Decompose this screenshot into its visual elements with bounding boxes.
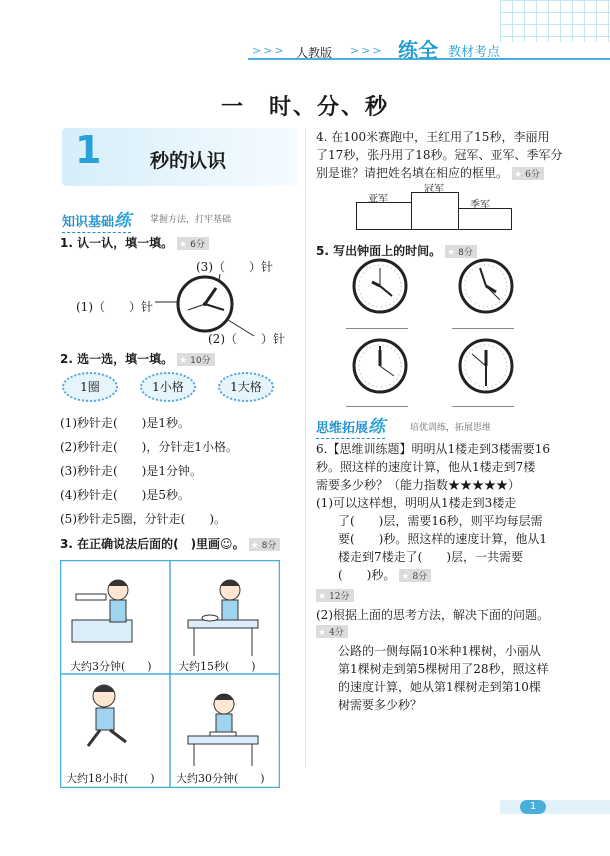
q2-item-5: (5)秒针走5圈，分针走( )。 (60, 512, 226, 526)
q5-answer-line-4[interactable] (452, 406, 514, 407)
q6-points-1: ★ 12分 (316, 589, 354, 602)
q5-clock-3 (354, 340, 406, 392)
q6-points-3-text: 4分 (329, 628, 344, 638)
q1-clock-center (203, 302, 207, 306)
q6-line-4: (1)可以这样想，明明从1楼走到3楼走 (316, 496, 517, 510)
q6-points-2: ★ 8分 (399, 569, 431, 582)
q4-podium-label-first: 冠军 (424, 184, 444, 195)
q5-answer-line-3[interactable] (346, 406, 408, 407)
q3-cell-label-4: 大约30分钟( ) (176, 772, 265, 785)
q4-points-text: 6分 (525, 170, 540, 180)
q1-clock-figure (150, 260, 290, 350)
q6-line-8 (338, 566, 431, 583)
q2-item-1: (1)秒针走( )是1秒。 (60, 416, 190, 430)
q1-title-text: 1. 认一认，填一填。 (60, 236, 174, 250)
header-brand: 练全 (398, 38, 438, 62)
q5-points-text: 8分 (458, 248, 473, 258)
q5-clock-1 (354, 260, 406, 312)
q5-answer-line-1[interactable] (346, 328, 408, 329)
lesson-title: 秒的认识 (150, 150, 227, 172)
q2-title (60, 350, 215, 367)
q3-picture-grid (60, 560, 280, 788)
lesson-number: 1 (75, 128, 102, 172)
header-grid-decoration (500, 0, 610, 42)
q3-cell-label-2: 大约15秒( ) (178, 660, 256, 673)
header-arrows-right: >>> (350, 44, 384, 57)
q4-points: ★ 6分 (512, 167, 544, 180)
q2-option-1: 1小格 (140, 372, 196, 402)
footer-bar (500, 800, 610, 814)
q3-points-text: 8分 (261, 541, 277, 551)
section-advanced-tag-emph: 练 (368, 417, 386, 437)
q5-clocks (340, 258, 530, 418)
column-divider (305, 128, 306, 768)
chapter-title: 一 时、分、秒 (220, 95, 389, 120)
q6-points-1-wrap (316, 588, 354, 602)
q4-line-3 (316, 164, 544, 181)
section-basic-tag-text: 知识基础 (62, 215, 115, 230)
section-basic-note: 掌握方法，打牢基础 (150, 215, 232, 225)
q1-label-bottom: (2)（ ）针 (208, 332, 285, 346)
q6-line-3: 需要多少秒？（能力指数★★★★★） (316, 478, 521, 492)
page-number: 1 (520, 800, 546, 814)
q6-line-5: 了( )层，需要16秒，则平均每层需 (338, 514, 543, 528)
q3-illustration-running (88, 685, 126, 746)
header-arrows-left: >>> (252, 44, 286, 57)
q6-points-3-wrap (316, 624, 348, 638)
q6-line-2: 秒。照这样的速度计算，他从1楼走到7楼 (316, 460, 536, 474)
q2-item-4: (4)秒针走( )是5秒。 (60, 488, 190, 502)
q2-item-3: (3)秒针走( )是1分钟。 (60, 464, 202, 478)
q6-line-11: 第1棵树走到第5棵树用了28秒，照这样 (338, 662, 549, 676)
q6-line-1: 6.【思维训练题】明明从1楼走到3楼需要16 (316, 442, 550, 456)
header-subtitle: 教材考点 (448, 45, 501, 60)
q3-title (60, 535, 280, 552)
q6-line-10: 公路的一侧每隔10米种1棵树，小丽从 (338, 644, 541, 658)
section-advanced-tag-text: 思维拓展 (316, 421, 369, 436)
q3-points: ★ 8分 (249, 538, 281, 551)
header-edition: 人教版 (296, 46, 333, 60)
q4-line-3-text: 别是谁？请把姓名填在相应的框里。 (316, 166, 509, 180)
q3-illustration-writing (188, 694, 258, 766)
q2-title-text: 2. 选一选，填一填。 (60, 352, 174, 366)
q1-label-top: (3)（ ）针 (196, 260, 273, 274)
q4-line-1: 4. 在100米赛跑中，王红用了15秒，李丽用 (316, 130, 550, 144)
q2-option-2: 1大格 (218, 372, 274, 402)
q6-line-8-text: ( )秒。 (338, 568, 396, 582)
q3-illustration-eating (188, 580, 258, 656)
q6-line-6: 要( )秒。照这样的速度计算，他从1 (338, 532, 547, 546)
section-advanced-note: 培优训练，拓展思维 (410, 423, 492, 433)
q6-points-1-text: 12分 (329, 592, 350, 602)
q6-line-9: (2)根据上面的思考方法，解决下面的问题。 (316, 608, 549, 622)
q3-cell-label-1: 大约3分钟( ) (70, 660, 152, 673)
q5-answer-line-2[interactable] (452, 328, 514, 329)
q5-title-text: 5. 写出钟面上的时间。 (316, 244, 442, 258)
q2-option-0: 1圈 (62, 372, 118, 402)
q4-podium-label-third: 季军 (470, 200, 490, 211)
q5-points: ★ 8分 (445, 245, 477, 258)
q3-title-text: 3. 在正确说法后面的( )里画☺。 (60, 537, 245, 551)
q4-podium-third (458, 208, 512, 230)
q2-points-text: 10分 (190, 356, 211, 366)
q5-clock-4 (460, 340, 512, 392)
q1-points: ★ 6分 (177, 237, 209, 250)
q4-podium-first (411, 192, 459, 230)
q4-line-2: 了17秒，张丹用了18秒。冠军、亚军、季军分 (316, 148, 563, 162)
q1-points-text: 6分 (190, 240, 205, 250)
q6-points-2-text: 8分 (412, 572, 428, 582)
q4-podium-second (356, 202, 412, 230)
q5-title (316, 242, 477, 259)
section-basic-tag (62, 206, 131, 233)
q2-points: ★ 10分 (177, 353, 215, 366)
section-advanced-tag (316, 412, 385, 439)
q2-item-2: (2)秒针走( )，分针走1小格。 (60, 440, 238, 454)
section-basic-tag-emph: 练 (114, 211, 132, 231)
q6-line-12: 的速度计算，她从第1棵树走到第10棵 (338, 680, 541, 694)
q6-line-13: 树需要多少秒？ (338, 698, 423, 712)
q6-line-7: 楼走到7楼走了( )层，一共需要 (338, 550, 523, 564)
q1-title (60, 234, 209, 251)
q1-label-left: (1)（ ）针 (76, 300, 153, 314)
q3-illustration-brushing (72, 580, 132, 642)
q5-clock-2 (460, 260, 512, 312)
q3-cell-label-3: 大约18小时( ) (66, 772, 155, 785)
q4-podium-label-second: 亚军 (368, 194, 388, 205)
q6-points-3: ★ 4分 (316, 625, 348, 638)
